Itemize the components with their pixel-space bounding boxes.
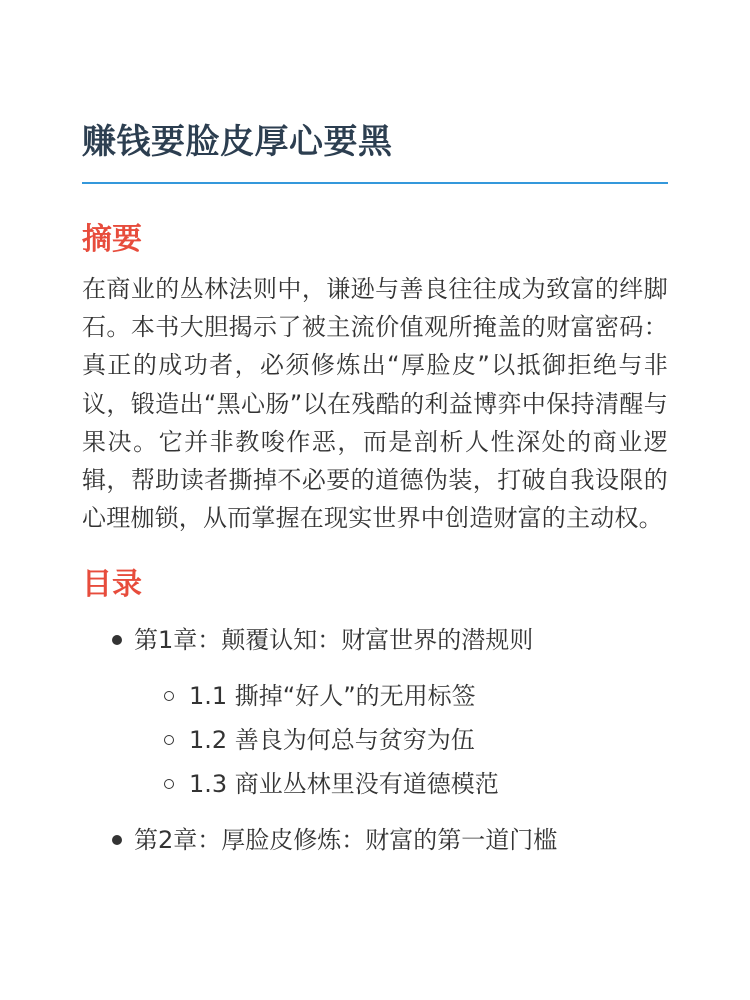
toc-list xyxy=(82,623,668,857)
title-divider xyxy=(82,182,668,184)
document-title: 赚钱要脸皮厚心要黑 xyxy=(82,122,393,162)
filled-bullet-icon xyxy=(112,835,122,845)
section-title: 1.2 善良为何总与贫穷为伍 xyxy=(189,726,475,755)
toc-section-1-3 xyxy=(134,767,668,801)
filled-bullet-icon xyxy=(112,635,122,645)
chapter-title: 第2章：厚脸皮修炼：财富的第一道门槛 xyxy=(134,826,558,855)
toc-heading: 目录 xyxy=(82,567,142,603)
toc-section-1-2 xyxy=(134,723,668,757)
chapter-title: 第1章：颠覆认知：财富世界的潜规则 xyxy=(134,626,534,655)
abstract-text: 在商业的丛林法则中，谦逊与善良往往成为致富的绊脚石。本书大胆揭示了被主流价值观所掩盖的财富密码：真正的成功者，必须修炼出“厚脸皮”以抵御拒绝与非议，锻造出“黑心肠”以在残酷的利益博弈中保持清醒与果决。它并非教唆作恶，而是剖析人性深处的商业逻辑，帮助读者撕掉不必要的道德伪装，打破自我设限的心理枷锁，从而掌握在现实世界中创造财富的主动权。 xyxy=(82,275,668,533)
hollow-bullet-icon xyxy=(164,779,174,789)
toc-section-1-1 xyxy=(134,679,668,713)
abstract-heading: 摘要 xyxy=(82,222,142,257)
hollow-bullet-icon xyxy=(164,735,174,745)
toc-chapter-2 xyxy=(82,823,668,857)
toc-chapter-1 xyxy=(82,623,668,801)
hollow-bullet-icon xyxy=(164,691,174,701)
section-title: 1.3 商业丛林里没有道德模范 xyxy=(189,770,499,799)
document-page xyxy=(82,0,668,857)
toc-section-list xyxy=(134,679,668,801)
section-title: 1.1 撕掉“好人”的无用标签 xyxy=(189,682,476,711)
